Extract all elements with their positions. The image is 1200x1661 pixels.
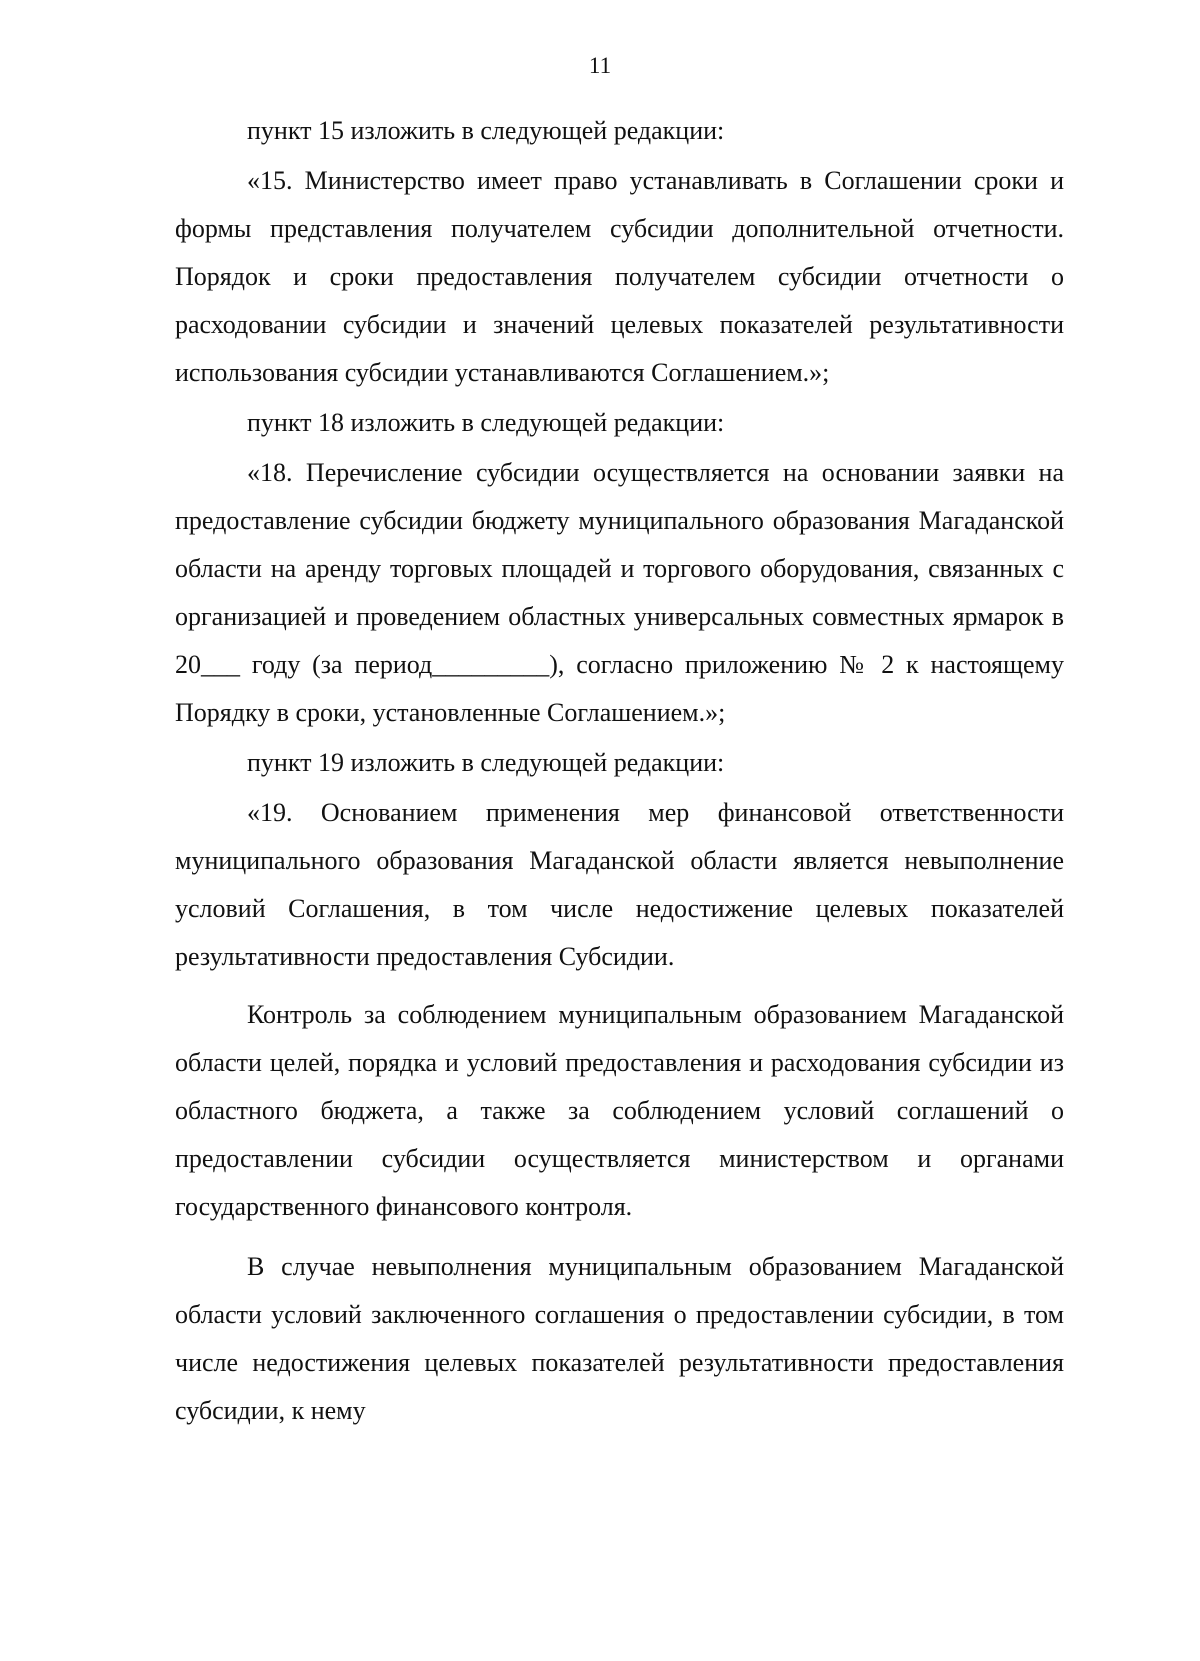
page-number: 11 (588, 53, 612, 78)
paragraph-control: Контроль за соблюдением муниципальным образованием Магаданской области целей, порядка и условий предоставления и расходования субсидии из областного бюджета, а также за соблюдением условий соглашений о предоставлении субсидии осуществляется министерством и органами государственного финансового контроля. (175, 1000, 1064, 1221)
document-body (175, 107, 1064, 1435)
paragraph-item-18-intro: пункт 18 изложить в следующей редакции: (247, 408, 725, 437)
paragraph-item-19-text: «19. Основанием применения мер финансовой ответственности муниципального образования Магаданской области является невыполнение условий Соглашения, в том числе недостижение целевых показателей результативности предоставления Субсидии. (175, 798, 1064, 971)
paragraph-noncompliance: В случае невыполнения муниципальным образованием Магаданской области условий заключенного соглашения о предоставлении субсидии, в том числе недостижения целевых показателей результативности предоставления субсидии, к нему (175, 1252, 1064, 1425)
paragraph-item-18-text: «18. Перечисление субсидии осуществляется на основании заявки на предоставление субсидии бюджету муниципального образования Магаданской области на аренду торговых площадей и торгового оборудования, связанных с организацией и проведением областных универсальных совместных ярмарок в 20___ году (за период_________), согласно приложению № 2 к настоящему Порядку в сроки, установленные Соглашением.»; (175, 458, 1064, 727)
paragraph-item-15-intro: пункт 15 изложить в следующей редакции: (247, 116, 725, 145)
paragraph-item-15-text: «15. Министерство имеет право устанавливать в Соглашении сроки и формы представления получателем субсидии дополнительной отчетности. Порядок и сроки предоставления получателем субсидии отчетности о расходовании субсидии и значений целевых показателей результативности использования субсидии устанавливаются Соглашением.»; (175, 166, 1064, 387)
paragraph-item-19-intro: пункт 19 изложить в следующей редакции: (247, 748, 725, 777)
